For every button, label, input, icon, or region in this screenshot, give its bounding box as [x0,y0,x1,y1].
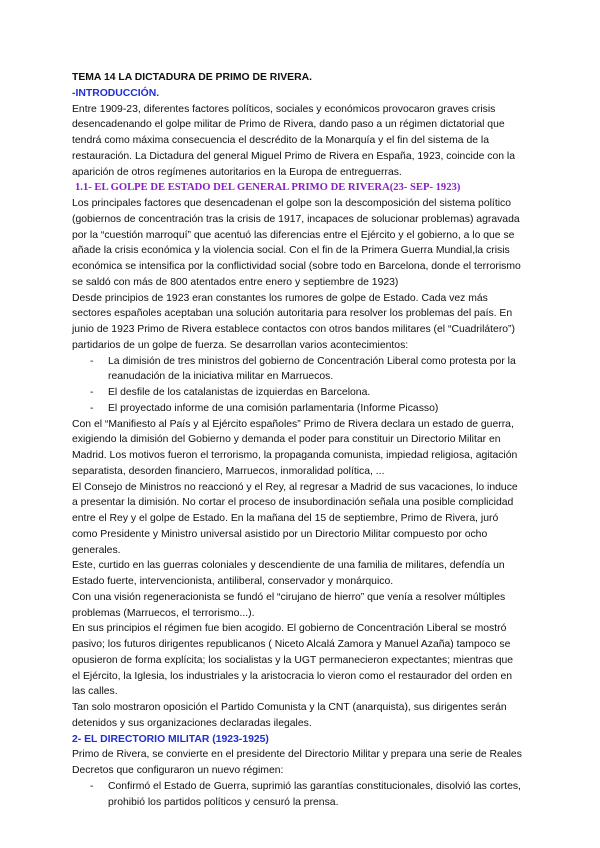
section-1-paragraph-8: Tan solo mostraron oposición el Partido Comunista y la CNT (anarquista), sus dirigentes serán detenidos y sus organizaciones declaradas ilegales. [72,702,507,729]
section-2-paragraph-1: Primo de Rivera, se convierte en el presidente del Directorio Militar y prepara una serie de Reales Decretos que configuraron un nuevo régimen: [72,749,522,776]
section-1-heading: 1.1- EL GOLPE DE ESTADO DEL GENERAL PRIMO DE RIVERA(23- SEP- 1923) [75,182,461,194]
section-1-paragraph-1: Los principales factores que desencadenan el golpe son la descomposición del sistema político (gobiernos de concentración tras la crisis de 1917, incapaces de solucionar problemas) agravada por la “cuestión marroquí” que acentuó las diferencias entre el Ejército y el gobierno, a lo que se añade la crisis económica y la violencia social. Con el fin de la Primera Guerra Mundial,la crisis económica se intensifica por la conflictividad social (sobre todo en Barcelona, donde el terrorismo se saldó con más de 800 atentados entre enero y septiembre de 1923) [72,198,521,288]
section-2-heading: 2- EL DIRECTORIO MILITAR (1923-1925) [72,733,269,745]
document-title: TEMA 14 LA DICTADURA DE PRIMO DE RIVERA. [72,72,312,83]
section-1-paragraph-3: Con el “Manifiesto al País y al Ejército españoles” Primo de Rivera declara un estado de guerra, exigiendo la dimisión del Gobierno y demanda el poder para constituir un Directorio Militar en Madrid. Los motivos fueron el terrorismo, la propaganda comunista, impiedad religiosa, agitación separatista, desorden financiero, Marruecos, inmoralidad política, ... [72,418,518,477]
list-item: - Confirmó el Estado de Guerra, suprimió las garantías constitucionales, disolvió las cortes, prohibió los partidos políticos y censuró la prensa. [72,779,524,811]
events-list [72,354,524,417]
intro-heading: -INTRODUCCIÓN. [72,87,160,99]
list-item: - La dimisión de tres ministros del gobierno de Concentración Liberal como protesta por la reanudación de la iniciativa militar en Marruecos. [72,354,524,386]
section-1-paragraph-4: El Consejo de Ministros no reaccionó y el Rey, al regresar a Madrid de sus vacaciones, lo induce a presentar la dimisión. No cortar el proceso de insubordinación señala una posible complicidad entre el Rey y el golpe de Estado. En la mañana del 15 de septiembre, Primo de Rivera, juró como Presidente y Ministro universal asistido por un Directorio Militar compuesto por ocho generales. [72,481,518,556]
section-1-paragraph-6: Con una visión regeneracionista se fundó el “cirujano de hierro” que venía a resolver múltiples problemas (Marruecos, el terrorismo...). [72,591,506,619]
section-1-paragraph-5: Este, curtido en las guerras coloniales y descendiente de una familia de militares, defendía un Estado fuerte, intervencionista, antiliberal, conservador y monárquico. [72,560,505,587]
section-1-paragraph-7: En sus principios el régimen fue bien acogido. El gobierno de Concentración Liberal se mostró pasivo; los futuros dirigentes republicanos ( Niceto Alcalá Zamora y Manuel Azaña) tampoco se opusieron de forma explícita; los socialistas y la UGT permanecieron expectantes; mientras que el Ejército, la Iglesia, los industriales y la aristocracia lo vieron como el restaurador del orden en las calles. [72,623,514,698]
document-page [72,70,524,810]
list-item: - El desfile de los catalanistas de izquierdas en Barcelona. [72,385,524,401]
section-1-paragraph-2: Desde principios de 1923 eran constantes los rumores de golpe de Estado. Cada vez más sectores españoles aceptaban una solución autoritaria para resolver los problemas del país. En junio de 1923 Primo de Rivera establece contactos con otros bandos militares (el “Cuadrilátero”) partidarios de un golpe de fuerza. Se desarrollan varios acontecimientos: [72,292,515,351]
intro-paragraph: Entre 1909-23, diferentes factores políticos, sociales y económicos provocaron graves crisis desencadenando el golpe militar de Primo de Rivera, dando paso a un régimen dictatorial que tendrá como máxima consecuencia el descrédito de la Monarquía y el fin del sistema de la restauración. La Dictadura del general Miguel Primo de Rivera en España, 1923, coincide con la aparición de otros regímenes autoritarios en la Europa de entreguerras. [72,103,516,178]
list-item: - El proyectado informe de una comisión parlamentaria (Informe Picasso) [72,401,524,417]
decrees-list [72,779,524,811]
